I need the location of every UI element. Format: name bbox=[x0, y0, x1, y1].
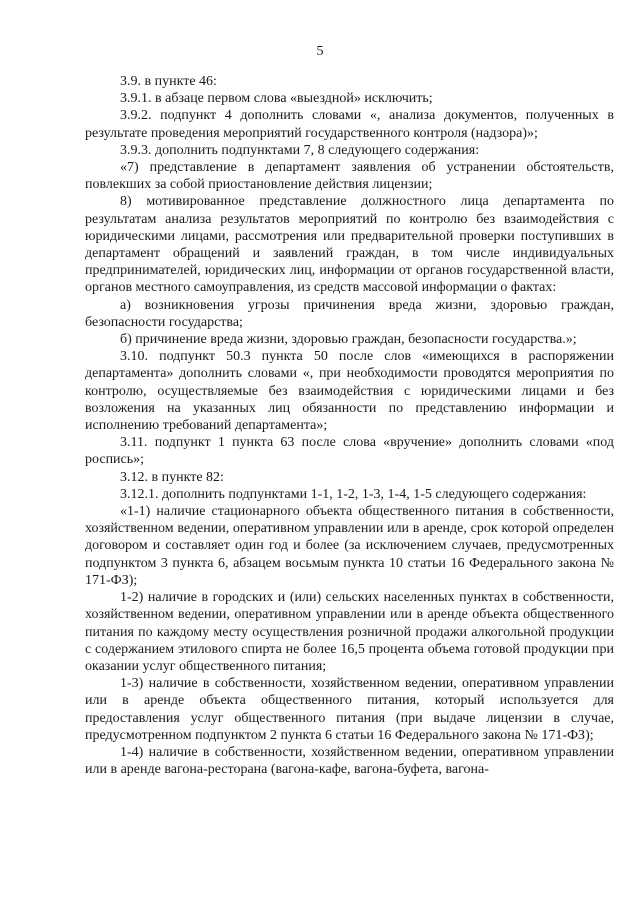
paragraph-3-9-2: 3.9.2. подпункт 4 дополнить словами «, анализа документов, полученных в результате проведения мероприятий государственного контроля (надзора)»; bbox=[85, 108, 614, 141]
paragraph-item-1-4: 1-4) наличие в собственности, хозяйственном ведении, оперативном управлении или в аренде вагона-ресторана (вагона-кафе, вагона-буфета, вагона- bbox=[85, 744, 614, 778]
paragraph-item-1-1: «1-1) наличие стационарного объекта общественного питания в собственности, хозяйственном ведении, оперативном управлении или в аренде, срок которой определен договором и составляет один год и более (за исключением случаев, предусмотренных подпунктом 3 пункта 6, абзацем восьмым пункта 10 статьи 16 Федерального закона № 171-ФЗ); bbox=[85, 504, 614, 588]
paragraph-3-9-3: 3.9.3. дополнить подпунктами 7, 8 следующего содержания: bbox=[120, 142, 480, 158]
paragraph-item-b: б) причинение вреда жизни, здоровью граждан, безопасности государства.»; bbox=[120, 332, 577, 348]
paragraph-3-11: 3.11. подпункт 1 пункта 63 после слова «вручение» дополнить словами «под роспись»; bbox=[85, 435, 614, 468]
paragraph-item-1-3: 1-3) наличие в собственности, хозяйственном ведении, оперативном управлении или в аренде объекта общественного питания, который используется для предоставления услуг общественного питания (при выдаче лицензии в случае, предусмотренном подпунктом 2 пункта 6 статьи 16 Федерального закона № 171-ФЗ); bbox=[85, 676, 614, 743]
paragraph-3-10: 3.10. подпункт 50.3 пункта 50 после слов «имеющихся в распоряжении департамента» дополнить словами «, при необходимости проводятся мероприятия по контролю, осуществляемые без взаимодействия с юридическими лицами и без возложения на указанных лиц обязанности по представлению информации и исполнению требований департамента»; bbox=[85, 349, 614, 434]
page-number: 5 bbox=[316, 44, 324, 59]
paragraph-item-7: «7) представление в департамент заявления об устранении обстоятельств, повлекших за собой приостановление действия лицензии; bbox=[85, 160, 614, 193]
paragraph-3-12: 3.12. в пункте 82: bbox=[120, 469, 224, 485]
paragraph-item-1-2: 1-2) наличие в городских и (или) сельских населенных пунктах в собственности, хозяйственном ведении, оперативном управлении или в аренде объекта общественного питания по каждому месту осуществления розничной продажи алкогольной продукции с содержанием этилового спирта не более 16,5 процента объема готовой продукции при оказании услуг общественного питания; bbox=[85, 590, 614, 674]
paragraph-3-12-1: 3.12.1. дополнить подпунктами 1-1, 1-2, 1-3, 1-4, 1-5 следующего содержания: bbox=[120, 486, 587, 502]
paragraph-3-9: 3.9. в пункте 46: bbox=[120, 74, 217, 89]
paragraph-item-8: 8) мотивированное представление должностного лица департамента по результатам анализа результатов мероприятий по контролю без взаимодействия с юридическими лицами, рассмотрения или предварительной проверки поступивших в департамент обращений и заявлений граждан, в том числе индивидуальных предпринимателей, юридических лиц, информации от органов государственной власти, органов местного самоуправления, из средств массовой информации о фактах: bbox=[85, 194, 614, 296]
paragraph-3-9-1: 3.9.1. в абзаце первом слова «выездной» исключить; bbox=[120, 91, 433, 107]
paragraph-item-a: а) возникновения угрозы причинения вреда жизни, здоровью граждан, безопасности государства; bbox=[85, 297, 614, 330]
document-body bbox=[85, 73, 614, 778]
